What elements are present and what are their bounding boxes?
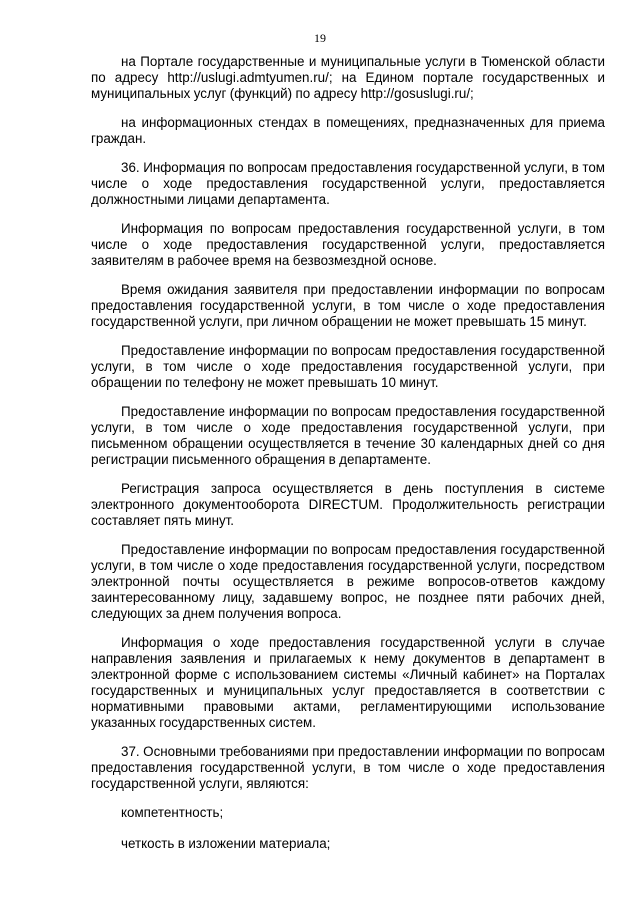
list-item-competence: компетентность;: [121, 805, 224, 820]
page-number: 19: [314, 31, 326, 45]
paragraph-36-officials: 36. Информация по вопросам предоставления государственной услуги, в том числе о ходе предоставления государственной услуги, предоставляется должностными лицами департамента.: [91, 160, 605, 207]
paragraph-portals: на Портале государственные и муниципальные услуги в Тюменской области по адресу http://uslugi.admtyumen.ru/; на Едином портале государственных и муниципальных услуг (функций) по адресу http://gosuslugi.ru/;: [91, 54, 605, 101]
paragraph-free-of-charge: Информация по вопросам предоставления государственной услуги, в том числе о ходе предоставления государственной услуги, предоставляется заявителям в рабочее время на безвозмездной основе.: [91, 221, 605, 268]
paragraph-phone-time: Предоставление информации по вопросам предоставления государственной услуги, в том числе о ходе предоставления государственной услуги, при обращении по телефону не может превышать 10 минут.: [91, 343, 605, 390]
paragraph-written-request: Предоставление информации по вопросам предоставления государственной услуги, в том числе о ходе предоставления государственной услуги, при письменном обращении осуществляется в течение 30 календарных дней со дня регистрации письменного обращения в департаменте.: [91, 404, 605, 467]
list-item-clarity: четкость в изложении материала;: [121, 836, 331, 851]
document-body: [91, 54, 605, 867]
paragraph-waiting-time: Время ожидания заявителя при предоставлении информации по вопросам предоставления государственной услуги, в том числе о ходе предоставления государственной услуги, при личном обращении не может превышать 15 минут.: [91, 282, 605, 329]
paragraph-email: Предоставление информации по вопросам предоставления государственной услуги, в том числе о ходе предоставления государственной услуги, посредством электронной почты осуществляется в режиме вопросов-ответов каждому заинтересованному лицу, задавшему вопрос, не позднее пяти рабочих дней, следующих за днем получения вопроса.: [91, 542, 605, 621]
paragraph-registration: Регистрация запроса осуществляется в день поступления в системе электронного документооборота DIRECTUM. Продолжительность регистрации составляет пять минут.: [91, 481, 605, 528]
paragraph-37-requirements: 37. Основными требованиями при предоставлении информации по вопросам предоставления государственной услуги, в том числе о ходе предоставления государственной услуги, являются:: [91, 744, 605, 791]
paragraph-personal-account: Информация о ходе предоставления государственной услуги в случае направления заявления и прилагаемых к нему документов в департамент в электронной форме с использованием системы «Личный кабинет» на Порталах государственных и муниципальных услуг предоставляется в соответствии с нормативными правовыми актами, регламентирующими использование указанных государственных систем.: [91, 635, 605, 730]
paragraph-info-stands: на информационных стендах в помещениях, предназначенных для приема граждан.: [91, 115, 605, 146]
